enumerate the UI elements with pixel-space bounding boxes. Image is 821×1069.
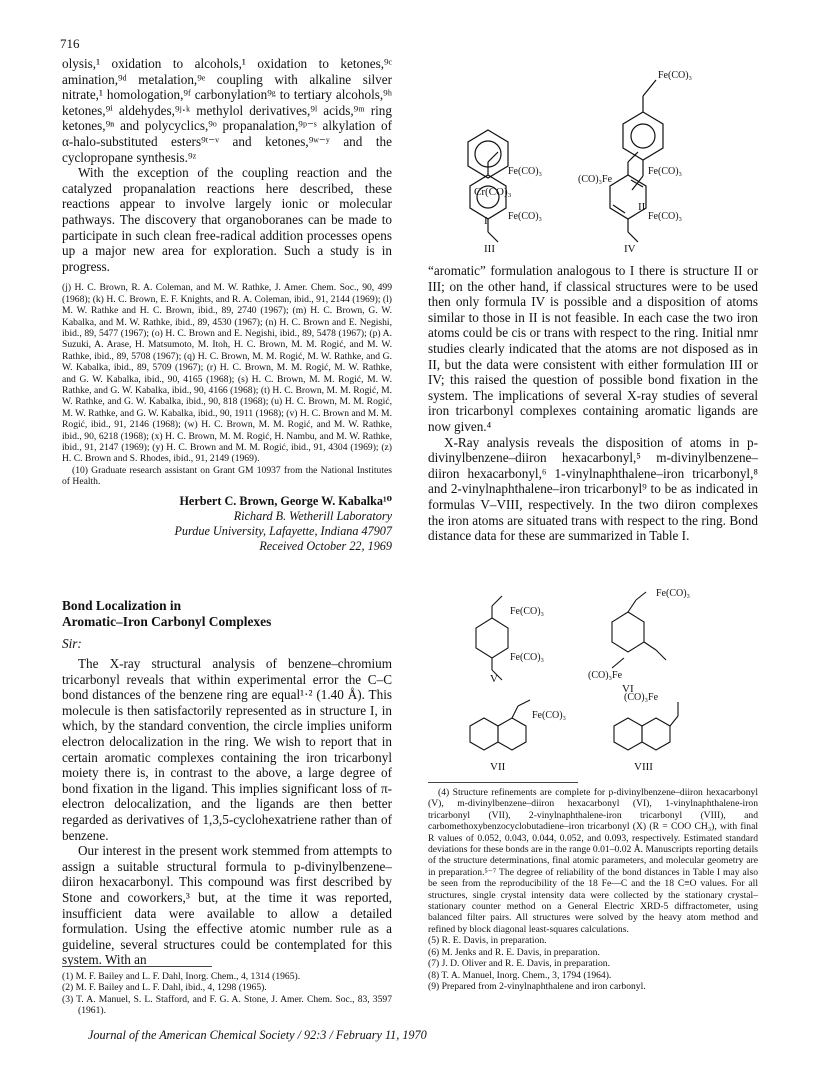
structure-iv — [610, 152, 682, 255]
article-heading-line1: Bond Localization in — [62, 598, 182, 613]
fe-label-iv-top: Fe(CO)₃ — [648, 166, 683, 177]
label-vi: VI — [622, 683, 634, 695]
right-paragraph-a: “aromatic” formulation analogous to I there is structure II or III; on the other hand, if classical structures were to be used then only formula IV is possible and a disposition of atoms similar to those in II is not feasible. In each case the two iron atoms could be cis or trans with respect to the ring. Initial nmr studies clearly indicated that the atoms are not disposed as in II, but the data were consistent with either formulation III or IV; this raised the question of possible bond fixation in the system. The implications of several X-ray studies of several iron tricarbonyl complexes containing aromatic ligands are now given.⁴ — [428, 263, 758, 434]
body-paragraph-b: Our interest in the present work stemmed from attempts to assign a suitable structural formula to p-divinylbenzene–diiron hexacarbonyl. This compound was first described by Stone and coworkers,³ but, at the time it was reported, insufficient data were available to allow a detailed formulation. Using the effective atomic number rule as a guideline, several structures could be contemplated for this system. With an — [62, 843, 392, 968]
fe-label-vi-top: Fe(CO)₃ — [656, 588, 691, 599]
body-paragraph-a: The X-ray structural analysis of benzene–chromium tricarbonyl reveals that within experimental error the C–C bond distances of the benzene ring are equal¹·² (1.40 Å). This molecule is then satisfactorily represented as in structure I, in which, by the standard convention, the circle implies uniform electron delocalization in the ring. We wish to report that in certain aromatic complexes containing the iron tricarbonyl moiety there is, in contrast to the above, a large degree of bond fixation in the ligand. This implies significant loss of π-electron delocalization, and the ligands are then better regarded as derivatives of 1,3,5-cyclohexatriene rather than of benzene. — [62, 656, 392, 843]
label-iv: IV — [624, 243, 636, 255]
signature-university: Purdue University, Lafayette, Indiana 47907 — [174, 523, 392, 538]
signature-block — [62, 494, 392, 554]
right-column-text — [428, 263, 758, 544]
article-heading-line2: Aromatic–Iron Carbonyl Complexes — [62, 614, 272, 629]
exploration-paragraph: With the exception of the coupling reaction and the catalyzed propanalation reactions here described, these reactions appear to involve largely ionic or molecular pathways. The discovery that organoboranes can be made to participate in such clean free-radical addition processes opens up a major new area for exploration. Such a study is in progress. — [62, 165, 392, 274]
footnote-9: (9) Prepared from 2-vinylnaphthalene and iron carbonyl. — [428, 980, 646, 992]
footnote-rule-right — [428, 782, 578, 783]
right-footnotes — [428, 787, 758, 992]
cr-label: Cr(CO)₃ — [474, 186, 512, 198]
label-ii: II — [638, 201, 646, 213]
right-paragraph-b: X-Ray analysis reveals the disposition of atoms in p-divinylbenzene–diiron hexacarbonyl,⁵ m-divinylbenzene–diiron hexacarbonyl,⁶ 1-vinylnaphthalene–iron tricarbonyl,⁸ and 2-vinylnaphthalene–iron tricarbonyl⁹ to be as indicated in formulas V–VIII, respectively. In the two diiron complexes the iron atoms are situated trans with respect to the ring. Bond distance data for these are summarized in Table I. — [428, 434, 758, 544]
footnote-3: (3) T. A. Manuel, S. L. Stafford, and F. G. A. Stone, J. Amer. Chem. Soc., 83, 3597 (1961). — [62, 993, 392, 1017]
signature-lab: Richard B. Wetherill Laboratory — [233, 508, 392, 523]
salutation: Sir: — [62, 636, 82, 651]
structure-viii — [614, 692, 678, 773]
left-column — [62, 56, 392, 554]
footnote-1: (1) M. F. Bailey and L. F. Dahl, Inorg. Chem., 4, 1314 (1965). — [62, 971, 301, 982]
fe-label-v-bottom: Fe(CO)₃ — [510, 652, 545, 663]
reference-10: (10) Graduate research assistant on Grant GM 10937 from the National Institutes of Health. — [62, 464, 392, 488]
label-viii: VIII — [634, 761, 653, 773]
structure-ii — [578, 70, 692, 213]
fe-label-iii-bottom: Fe(CO)₃ — [508, 211, 543, 222]
continuation-paragraph: olysis,¹ oxidation to alcohols,¹ oxidation to ketones,⁹ᶜ amination,⁹ᵈ metalation,⁹ᵉ coupling with alkaline silver nitrate,¹ homologation,⁹ᶠ carbonylation⁹ᵍ to tertiary alcohols,⁹ʰ ketones,⁹ⁱ aldehydes,⁹ʲ·ᵏ methylol derivatives,⁹ˡ acids,⁹ᵐ ring ketones,⁹ⁿ and polycyclics,⁹ᵒ propanalation,⁹ᵖ⁻ˢ alkylation of α-halo-substituted esters⁹ᵗ⁻ᵛ and ketones,⁹ʷ⁻ʸ and the cyclopropane synthesis.⁹ᶻ — [62, 56, 392, 165]
signature-received: Received October 22, 1969 — [259, 538, 392, 553]
footnote-4: (4) Structure refinements are complete for p-divinylbenzene–diiron hexacarbonyl (V), m-divinylbenzene–diiron hexacarbonyl (VI), 1-vinylnaphthalene-iron tricarbonyl (VII), 2-vinylnaphthalene-iron tricarbonyl (VIII), and carbomethoxybenzocyclobutadiene–iron tricarbonyl (X) (R = COO CH₃), with final R values of 0.052, 0.043, 0.044, 0.052, and 0.093, respectively. Estimated standard deviations for these bonds are in the range 0.01–0.02 Å. Manuscripts reporting details of the structure determinations, final atomic parameters, and molecular geometry are in preparation.⁵⁻⁷ The degree of reliability of the bond distances in Table I may also be seen from the reproducibility of the 18 Fe—C and the 18 C≡O values. For all structures, single crystal intensity data were collected by the stationary crystal–stationary counter method on a General Electric XRD-5 diffractometer, using balanced filter pairs. All structures were solved by the heavy atom method and refined by block diagonal least-squares calculations. — [428, 787, 758, 935]
fe-label-vi-bottom: (CO)₃Fe — [588, 670, 623, 681]
fe-label-vii: Fe(CO)₃ — [532, 710, 567, 721]
footnote-rule-left — [62, 966, 212, 967]
label-vii: VII — [490, 761, 506, 773]
page-number: 716 — [60, 36, 80, 51]
article-section — [62, 598, 392, 968]
fe-label-ii-bottom: (CO)₃Fe — [578, 174, 613, 185]
structure-i — [468, 130, 512, 227]
fe-label-ii-top: Fe(CO)₃ — [658, 70, 693, 81]
fe-label-v-top: Fe(CO)₃ — [510, 606, 545, 617]
left-footnotes — [62, 971, 392, 1017]
footnote-5: (5) R. E. Davis, in preparation. — [428, 935, 547, 947]
fe-label-iv-bottom: Fe(CO)₃ — [648, 211, 683, 222]
journal-footer: Journal of the American Chemical Society / 92:3 / February 11, 1970 — [88, 1028, 427, 1042]
fe-label-iii-top: Fe(CO)₃ — [508, 166, 543, 177]
footnote-8: (8) T. A. Manuel, Inorg. Chem., 3, 1794 (1964). — [428, 969, 612, 981]
structure-vii — [470, 700, 566, 773]
label-iii: III — [484, 243, 495, 255]
signature-authors: Herbert C. Brown, George W. Kabalka¹⁰ — [179, 493, 392, 508]
footnote-6: (6) M. Jenks and R. E. Davis, in preparation. — [428, 946, 600, 958]
footnote-2: (2) M. F. Bailey and L. F. Dahl, ibid., 4, 1298 (1965). — [62, 982, 267, 994]
structure-v — [476, 596, 544, 685]
structure-vi — [588, 588, 690, 695]
label-i: I — [484, 215, 488, 227]
structures-i-iv — [428, 50, 758, 260]
structures-v-viii — [428, 578, 758, 776]
label-v: V — [490, 673, 498, 685]
footnote-7: (7) J. D. Oliver and R. E. Davis, in preparation. — [428, 958, 610, 970]
fe-label-viii: (CO)₃Fe — [624, 692, 659, 703]
references-j-z: (j) H. C. Brown, R. A. Coleman, and M. W. Rathke, J. Amer. Chem. Soc., 90, 499 (1968); (k) H. C. Brown, E. F. Knights, and R. A. Coleman, ibid., 91, 2144 (1969); (l) M. W. Rathke and H. C. Brown, ibid., 89, 2740 (1967); (m) H. C. Brown, G. W. Kabalka, and M. W. Rathke, ibid., 89, 4530 (1967); (n) H. C. Brown and E. Negishi, ibid., 89, 5477 (1967); (o) H. C. Brown and E. Negishi, ibid., 89, 5478 (1967); (p) A. Suzuki, A. Arase, H. Matsumoto, M. Itoh, H. C. Brown, M. M. Rogić, and M. W. Rathke, ibid., 89, 5708 (1967); (q) H. C. Brown, M. M. Rogić, M. W. Rathke, and G. W. Kabalka, ibid., 89, 5709 (1967); (r) H. C. Brown, M. M. Rogić, M. W. Rathke, and G. W. Kabalka, ibid., 90, 4165 (1968); (s) H. C. Brown, M. M. Rogić, M. W. Rathke, and G. W. Kabalka, ibid., 90, 4166 (1968); (t) H. C. Brown, M. M. Rogić, M. W. Rathke, and G. W. Kabalka, ibid., 90, 818 (1968); (u) H. C. Brown, M. M. Rogić, M. W. Rathke, and G. W. Kabalka, ibid., 90, 1911 (1968); (v) H. C. Brown and M. M. Rogić, ibid., 91, 2146 (1968); (w) H. C. Brown, M. M. Rogić, and M. W. Rathke, ibid., 90, 6218 (1968); (x) H. C. Brown, M. M. Rogić, H. Nambu, and M. W. Rathke, ibid., 91, 2147 (1969); (y) H. C. Brown and M. M. Rogić, ibid., 91, 4304 (1969); (z) H. C. Brown and S. Rhodes, ibid., 91, 2149 (1969). — [62, 282, 392, 465]
